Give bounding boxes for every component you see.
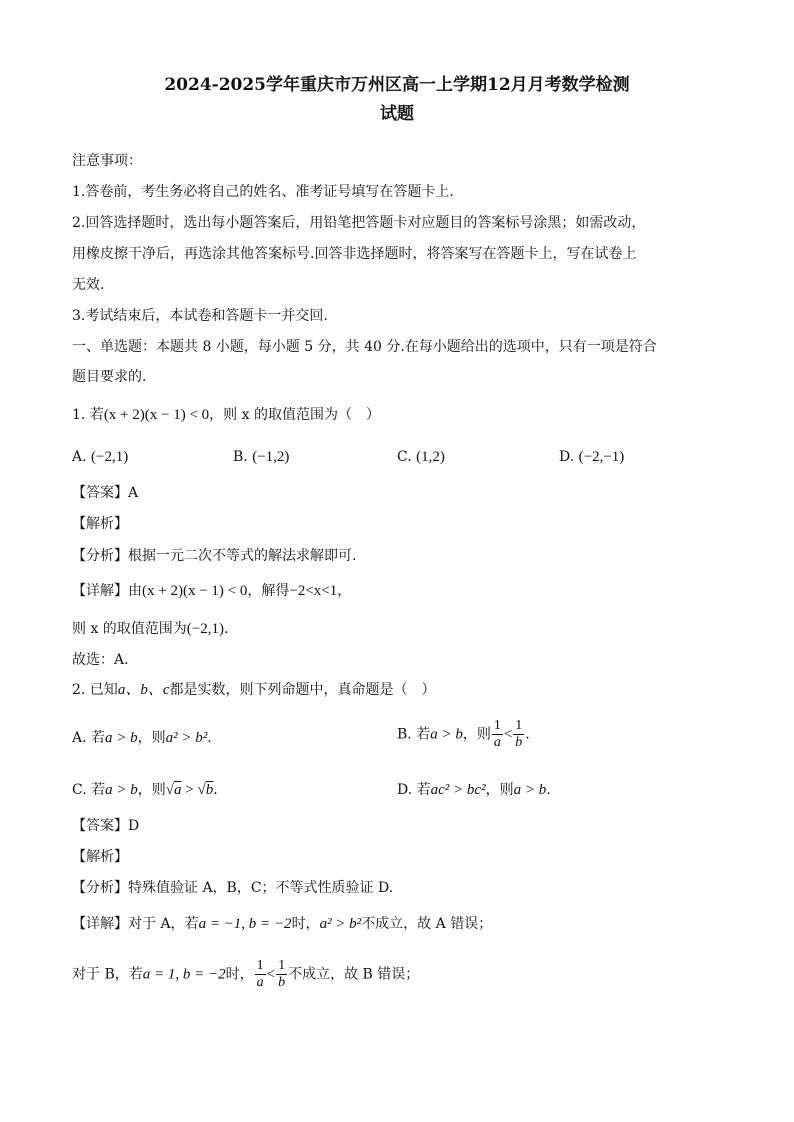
question-2-answer: 【答案】D — [72, 818, 140, 834]
question-1-range: 则 x 的取值范围为(−2,1). — [72, 621, 229, 637]
question-2-detail-a: 【详解】对于 A，若a = −1, b = −2时，a² > b²不成立，故 A 错误； — [72, 916, 493, 932]
question-2-detail-b: 对于 B，若a = 1, b = −2时， $\frac{1}{a}$ < $\frac{1}{b}$ 不成立，故 B 错误； — [72, 958, 420, 990]
fraction-1-over-a-detail: $\frac{1}{a}$ — [256, 958, 264, 990]
question-1-option-a: A. (−2,1) — [72, 449, 129, 465]
question-1-fenxi: 【分析】根据一元二次不等式的解法求解即可. — [72, 548, 357, 564]
question-2-option-b: B. 若a > b，则 $\frac{1}{a}$ < $\frac{1}{b}$ . — [397, 718, 530, 750]
document-title: 2024-2025学年重庆市万州区高一上学期12月月考数学检测 — [164, 75, 630, 95]
notice-item-1: 1.答卷前，考生务必将自己的姓名、准考证号填写在答题卡上. — [72, 184, 454, 200]
sqrt-a: √a — [165, 782, 182, 798]
question-1-expression: (x + 2)(x − 1) < 0 — [103, 407, 210, 423]
fraction-1-over-b: $\frac{1}{b}$ — [515, 718, 523, 750]
fraction-1-over-b-detail: $\frac{1}{b}$ — [278, 958, 286, 990]
section-heading-line2: 题目要求的. — [72, 369, 147, 385]
question-1-answer: 【答案】A — [72, 485, 139, 501]
sqrt-b: √b — [197, 782, 214, 798]
section-heading-line1: 一、单选题：本题共 8 小题，每小题 5 分，共 40 分.在每小题给出的选项中，只有一项是符合 — [72, 339, 657, 355]
question-1-option-b: B. (−1,2) — [233, 449, 290, 465]
question-2-option-a: A. 若a > b，则a² > b². — [72, 730, 212, 746]
question-2-stem: 2. 已知a、b、c都是实数，则下列命题中，真命题是（ ） — [72, 682, 436, 698]
question-1-detail: 【详解】由(x + 2)(x − 1) < 0，解得−2<x<1， — [72, 583, 352, 599]
notice-item-2-line3: 无效. — [72, 277, 105, 293]
notice-item-2-line2: 用橡皮擦干净后，再选涂其他答案标号.回答非选择题时，将答案写在答题卡上，写在试卷上 — [72, 246, 637, 262]
document-title-line2: 试题 — [380, 104, 414, 124]
question-2-option-c: C. 若a > b，则√a > √b. — [72, 782, 218, 798]
question-1-option-d: D. (−2,−1) — [559, 449, 625, 465]
fraction-1-over-a: $\frac{1}{a}$ — [493, 718, 501, 750]
question-1-stem: 1. 若(x + 2)(x − 1) < 0，则 x 的取值范围为（ ） — [72, 407, 380, 423]
notice-item-2-line1: 2.回答选择题时，选出每小题答案后，用铅笔把答题卡对应题目的答案标号涂黑；如需改动， — [72, 215, 646, 231]
question-2-analysis-label: 【解析】 — [72, 849, 128, 865]
question-1-select: 故选：A. — [72, 652, 129, 668]
notice-item-3: 3.考试结束后，本试卷和答题卡一并交回. — [72, 308, 328, 324]
question-2-option-d: D. 若ac² > bc²，则a > b. — [397, 782, 551, 798]
question-2-fenxi: 【分析】特殊值验证 A，B，C；不等式性质验证 D. — [72, 880, 394, 896]
question-1-option-c: C. (1,2) — [397, 449, 445, 465]
question-1-analysis-label: 【解析】 — [72, 516, 128, 532]
notice-heading: 注意事项： — [72, 153, 142, 169]
